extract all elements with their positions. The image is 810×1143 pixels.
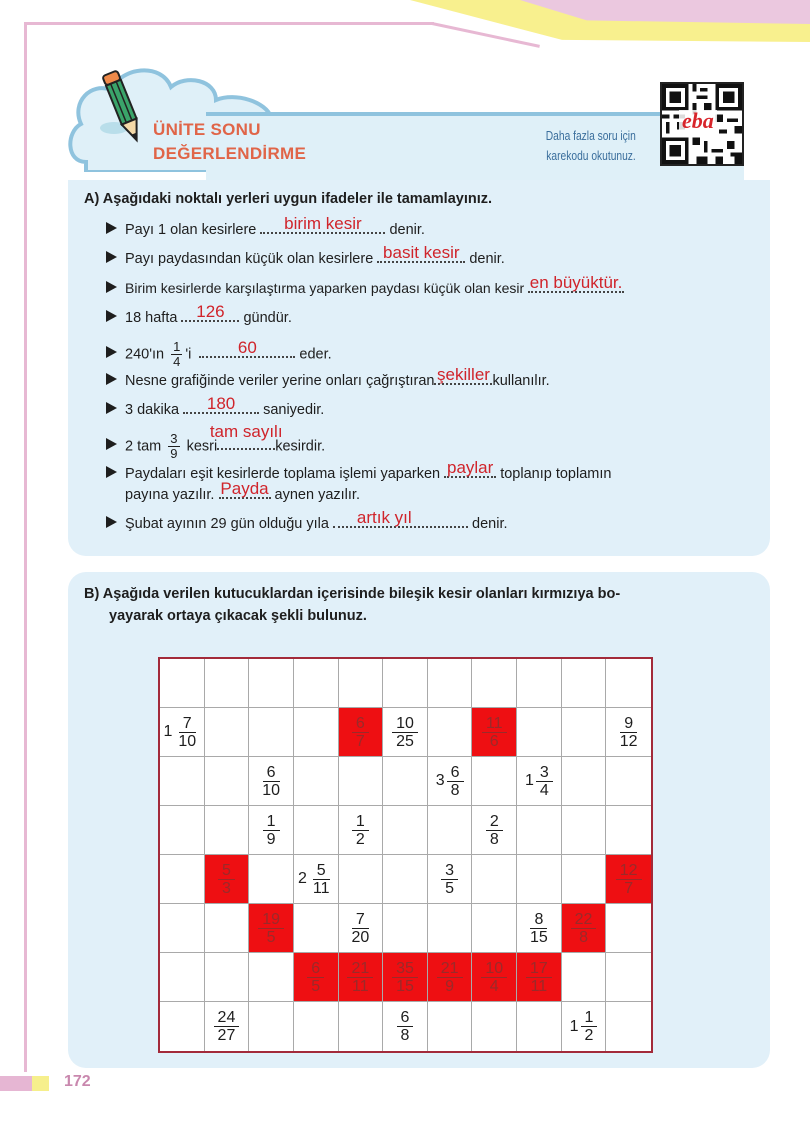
- grid-cell[interactable]: [249, 659, 294, 708]
- qr-code[interactable]: [660, 82, 744, 166]
- fraction: [258, 911, 284, 946]
- grid-cell[interactable]: [249, 953, 294, 1002]
- fill-item-6: Nesne grafiğinde veriler yerine onları çağrıştıran şekiller kullanılır.: [106, 371, 550, 391]
- fraction: [309, 862, 334, 897]
- fraction-grid: [158, 657, 653, 1053]
- grid-cell[interactable]: [294, 1002, 339, 1051]
- grid-cell[interactable]: [339, 659, 384, 708]
- grid-cell[interactable]: [428, 708, 473, 757]
- denominator: 8: [400, 1027, 410, 1044]
- answer-blank-4[interactable]: [181, 302, 239, 322]
- grid-cell[interactable]: [472, 855, 517, 904]
- fraction: [263, 813, 280, 848]
- denominator: 10: [262, 781, 280, 799]
- grid-cell[interactable]: [517, 953, 562, 1002]
- unit-header: [66, 62, 744, 180]
- grid-cell[interactable]: [383, 1002, 428, 1051]
- footer-pink-bar: [0, 1076, 32, 1091]
- unit-title-line1: ÜNİTE SONU: [153, 120, 261, 139]
- bullet-icon: [106, 402, 117, 414]
- fill-item-7: 3 dakika 180 saniyedir.: [106, 400, 324, 420]
- grid-cell[interactable]: [606, 757, 651, 806]
- numerator: 7: [179, 715, 196, 733]
- answer-blank-8[interactable]: [209, 422, 283, 450]
- fraction: [486, 813, 503, 848]
- grid-cell[interactable]: [428, 757, 473, 806]
- answer-blank-5[interactable]: [199, 338, 295, 358]
- grid-cell[interactable]: [517, 708, 562, 757]
- grid-cell[interactable]: [339, 757, 384, 806]
- grid-cell[interactable]: [472, 757, 517, 806]
- grid-cell[interactable]: [160, 953, 205, 1002]
- denominator: 10: [178, 732, 197, 750]
- numerator: 21: [347, 960, 373, 978]
- grid-cell[interactable]: [517, 904, 562, 953]
- numerator: 6: [263, 764, 280, 782]
- answer-text: birim kesir: [284, 214, 362, 233]
- fill-item-5: 240'ın $\frac{1}{4}$ 'i 60 eder.: [106, 340, 332, 369]
- grid-cell[interactable]: [249, 708, 294, 757]
- grid-cell[interactable]: [383, 904, 428, 953]
- grid-cell[interactable]: [472, 708, 517, 757]
- answer-text: 126: [196, 302, 225, 321]
- grid-cell[interactable]: [562, 953, 607, 1002]
- denominator: 8: [579, 928, 588, 946]
- answer-text: şekiller: [437, 365, 490, 384]
- grid-cell[interactable]: [294, 708, 339, 757]
- denominator: 20: [351, 928, 370, 946]
- numerator: 3: [536, 764, 553, 782]
- denominator: 11: [530, 977, 548, 995]
- grid-cell[interactable]: [472, 953, 517, 1002]
- whole-number: 1: [163, 723, 173, 740]
- grid-cell[interactable]: [160, 806, 205, 855]
- grid-cell[interactable]: [205, 659, 250, 708]
- grid-cell[interactable]: [428, 1002, 473, 1051]
- grid-cell[interactable]: [606, 855, 651, 904]
- grid-cell[interactable]: [517, 659, 562, 708]
- grid-cell[interactable]: [160, 659, 205, 708]
- denominator: 8: [450, 781, 460, 799]
- grid-cell[interactable]: [562, 806, 607, 855]
- numerator: 21: [437, 960, 463, 978]
- numerator: 10: [392, 715, 418, 733]
- grid-cell[interactable]: [160, 1002, 205, 1051]
- fill-item-3: Birim kesirlerde karşılaştırma yaparken paydası küçük olan kesir en büyüktür.: [106, 278, 624, 298]
- numerator: 8: [530, 911, 547, 929]
- grid-cell[interactable]: [562, 659, 607, 708]
- numerator: 6: [447, 764, 464, 782]
- grid-cell[interactable]: [383, 708, 428, 757]
- grid-cell[interactable]: [428, 659, 473, 708]
- denominator: 11: [312, 879, 330, 897]
- fraction: [581, 1009, 598, 1044]
- grid-cell[interactable]: [472, 1002, 517, 1051]
- unit-title-line2: DEĞERLENDİRME: [153, 144, 307, 163]
- numerator: 11: [482, 715, 507, 733]
- fraction: [481, 960, 507, 995]
- answer-text: tam sayılı: [209, 422, 283, 442]
- numerator: 1: [352, 813, 369, 831]
- denominator: 9: [266, 830, 276, 848]
- whole-number: 2: [297, 870, 307, 887]
- fraction: [616, 862, 642, 897]
- bullet-icon: [106, 438, 117, 450]
- pencil-icon: [100, 66, 150, 146]
- grid-cell[interactable]: [249, 757, 294, 806]
- grid-cell[interactable]: [160, 708, 205, 757]
- unit-title: [153, 118, 306, 166]
- answer-text: basit kesir: [383, 243, 460, 262]
- fraction: [352, 715, 369, 750]
- answer-text: Payda: [220, 479, 269, 498]
- numerator: 1: [581, 1009, 598, 1027]
- numerator: 2: [486, 813, 503, 831]
- fraction: [536, 764, 553, 799]
- fill-item-2: Payı paydasından küçük olan kesirlere basit kesir denir.: [106, 249, 505, 269]
- grid-cell[interactable]: [383, 855, 428, 904]
- qr-note-line1: Daha fazla soru için: [545, 129, 636, 143]
- fraction: [526, 960, 552, 995]
- section-b-title: B) Aşağıda verilen kutucuklardan içerisinde bileşik kesir olanları kırmızıya bo- yayarak ortaya çıkacak şekli bulunuz.: [84, 586, 621, 624]
- grid-cell[interactable]: [383, 757, 428, 806]
- footer-yellow-bar: [32, 1076, 49, 1091]
- grid-cell[interactable]: [205, 806, 250, 855]
- grid-cell[interactable]: [562, 1002, 607, 1051]
- answer-text: artık yıl: [356, 508, 412, 527]
- fill-item-1: Payı 1 olan kesirlere birim kesir denir.: [106, 220, 425, 240]
- inline-fraction: $\frac{3}{9}$: [170, 431, 178, 461]
- grid-cell[interactable]: [517, 855, 562, 904]
- grid-cell[interactable]: [428, 806, 473, 855]
- fraction: [347, 911, 373, 946]
- denominator: 4: [539, 781, 549, 799]
- grid-cell[interactable]: [339, 953, 384, 1002]
- fraction: [616, 715, 642, 750]
- frame-line-left: [24, 22, 27, 1072]
- grid-cell[interactable]: [205, 855, 250, 904]
- whole-number: 3: [435, 772, 445, 789]
- fraction: [352, 813, 369, 848]
- fraction: [447, 764, 464, 799]
- answer-blank-3[interactable]: [528, 273, 624, 293]
- fraction: [218, 862, 235, 897]
- numerator: 12: [616, 862, 642, 880]
- numerator: 9: [620, 715, 637, 733]
- fill-item-10: Şubat ayının 29 gün olduğu yıla artık yıl denir.: [106, 514, 508, 534]
- grid-cell[interactable]: [383, 659, 428, 708]
- grid-cell[interactable]: [562, 855, 607, 904]
- fraction: [392, 960, 418, 995]
- fraction: [392, 715, 418, 750]
- denominator: 3: [221, 879, 231, 897]
- numerator: 10: [481, 960, 507, 978]
- grid-cell[interactable]: [562, 904, 607, 953]
- numerator: 19: [258, 911, 284, 929]
- denominator: 12: [619, 732, 638, 750]
- grid-cell[interactable]: [249, 806, 294, 855]
- grid-cell[interactable]: [339, 1002, 384, 1051]
- answer-blank-6[interactable]: [434, 365, 492, 385]
- grid-cell[interactable]: [249, 855, 294, 904]
- denominator: 2: [584, 1027, 594, 1044]
- grid-cell[interactable]: [517, 806, 562, 855]
- grid-cell[interactable]: [160, 757, 205, 806]
- fraction: [441, 862, 458, 897]
- denominator: 27: [217, 1027, 236, 1044]
- grid-cell[interactable]: [606, 708, 651, 757]
- grid-cell[interactable]: [294, 806, 339, 855]
- grid-cell[interactable]: [294, 953, 339, 1002]
- answer-text: 60: [237, 338, 257, 358]
- grid-cell[interactable]: [383, 953, 428, 1002]
- fraction: [571, 911, 597, 946]
- grid-cell[interactable]: [205, 953, 250, 1002]
- denominator: 11: [352, 977, 369, 995]
- fraction: [482, 715, 507, 750]
- denominator: 8: [489, 830, 499, 848]
- grid-cell[interactable]: [472, 806, 517, 855]
- denominator: 15: [396, 977, 414, 995]
- numerator: 17: [526, 960, 552, 978]
- grid-cell[interactable]: [472, 659, 517, 708]
- frame-line-top: [24, 22, 434, 25]
- numerator: 22: [571, 911, 597, 929]
- denominator: 5: [311, 977, 321, 995]
- fraction: [347, 960, 373, 995]
- grid-cell[interactable]: [339, 904, 384, 953]
- fraction: [258, 764, 284, 799]
- grid-cell[interactable]: [205, 757, 250, 806]
- denominator: 5: [266, 928, 276, 946]
- fill-item-9: Paydaları eşit kesirlerde toplama işlemi yaparken paylar toplanıp toplamın: [106, 464, 611, 484]
- bullet-icon: [106, 251, 117, 263]
- grid-cell[interactable]: [339, 855, 384, 904]
- answer-blank-9a[interactable]: [444, 458, 496, 478]
- grid-cell[interactable]: [160, 904, 205, 953]
- bullet-icon: [106, 310, 117, 322]
- denominator: 4: [489, 977, 499, 995]
- numerator: 5: [313, 862, 330, 880]
- grid-cell[interactable]: [205, 1002, 250, 1051]
- fraction: [526, 911, 552, 946]
- grid-cell[interactable]: [428, 855, 473, 904]
- numerator: 6: [397, 1009, 414, 1027]
- grid-cell[interactable]: [160, 855, 205, 904]
- numerator: 24: [214, 1009, 240, 1027]
- bullet-icon: [106, 466, 117, 478]
- numerator: 7: [352, 911, 369, 929]
- denominator: 2: [355, 830, 365, 848]
- grid-cell[interactable]: [205, 708, 250, 757]
- grid-cell[interactable]: [562, 757, 607, 806]
- fill-item-4: 18 hafta 126 gündür.: [106, 308, 292, 328]
- numerator: 5: [218, 862, 235, 880]
- answer-blank-1[interactable]: [260, 214, 385, 234]
- denominator: 15: [530, 928, 548, 946]
- grid-cell[interactable]: [428, 953, 473, 1002]
- answer-text: 180: [206, 394, 236, 413]
- numerator: 1: [263, 813, 280, 831]
- grid-cell[interactable]: [562, 708, 607, 757]
- whole-number: 1: [524, 772, 534, 789]
- grid-cell[interactable]: [294, 757, 339, 806]
- grid-cell[interactable]: [606, 953, 651, 1002]
- grid-cell[interactable]: [606, 904, 651, 953]
- answer-text: en büyüktür.: [529, 273, 623, 292]
- denominator: 7: [624, 879, 634, 897]
- fraction: [214, 1009, 240, 1044]
- denominator: 5: [445, 879, 455, 897]
- grid-cell[interactable]: [517, 757, 562, 806]
- bullet-icon: [106, 516, 117, 528]
- grid-cell[interactable]: [249, 904, 294, 953]
- grid-cell[interactable]: [606, 1002, 651, 1051]
- bullet-icon: [106, 373, 117, 385]
- qr-note: [546, 126, 636, 166]
- grid-cell[interactable]: [472, 904, 517, 953]
- grid-cell[interactable]: [517, 1002, 562, 1051]
- answer-blank-2[interactable]: [377, 243, 465, 263]
- denominator: 6: [489, 732, 499, 750]
- whole-number: 1: [569, 1017, 579, 1035]
- eba-logo: eba: [679, 110, 717, 132]
- bullet-icon: [106, 222, 117, 234]
- fraction: [174, 715, 200, 750]
- grid-cell[interactable]: [606, 659, 651, 708]
- grid-cell[interactable]: [339, 806, 384, 855]
- inline-fraction: $\frac{1}{4}$: [173, 339, 181, 369]
- grid-cell[interactable]: [606, 806, 651, 855]
- numerator: 35: [392, 960, 418, 978]
- fill-item-8: 2 tam $\frac{3}{9}$ kesri tam sayılı kesirdir.: [106, 432, 325, 461]
- fraction: [307, 960, 324, 995]
- qr-note-line2: karekodu okutunuz.: [546, 149, 636, 163]
- grid-cell[interactable]: [428, 904, 473, 953]
- grid-cell[interactable]: [205, 904, 250, 953]
- answer-text: paylar: [447, 458, 494, 477]
- grid-cell[interactable]: [294, 904, 339, 953]
- answer-blank-7[interactable]: [183, 394, 259, 414]
- bullet-icon: [106, 281, 117, 293]
- grid-cell[interactable]: [339, 708, 384, 757]
- grid-cell[interactable]: [383, 806, 428, 855]
- grid-cell[interactable]: [249, 1002, 294, 1051]
- numerator: 6: [352, 715, 369, 733]
- bullet-icon: [106, 346, 117, 358]
- fraction: [437, 960, 463, 995]
- denominator: 7: [355, 732, 365, 750]
- grid-cell[interactable]: [294, 659, 339, 708]
- numerator: 3: [441, 862, 458, 880]
- denominator: 25: [396, 732, 414, 750]
- denominator: 9: [445, 977, 455, 995]
- page-number: 172: [64, 1073, 91, 1090]
- grid-cell[interactable]: [294, 855, 339, 904]
- answer-blank-9b[interactable]: [219, 479, 271, 499]
- numerator: 6: [307, 960, 324, 978]
- fraction: [397, 1009, 414, 1044]
- answer-blank-10[interactable]: [333, 508, 468, 528]
- section-a-title: A) Aşağıdaki noktalı yerleri uygun ifadeler ile tamamlayınız.: [84, 191, 493, 207]
- fill-item-9-line2: payına yazılır. Payda aynen yazılır.: [125, 479, 360, 503]
